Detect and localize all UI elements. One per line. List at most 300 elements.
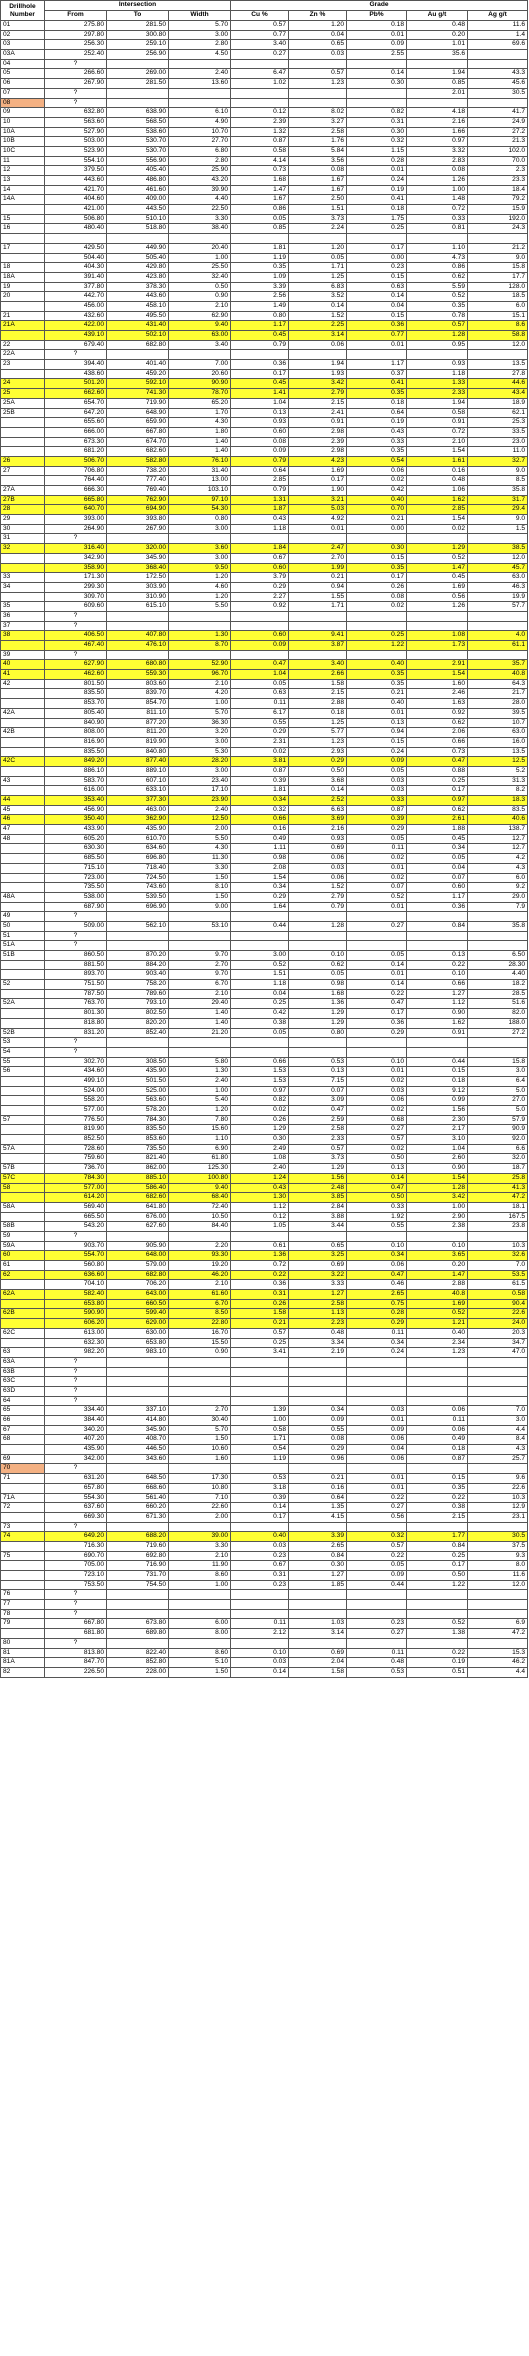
to-cell: [107, 1231, 169, 1241]
to-cell: 822.40: [107, 1648, 169, 1658]
from-cell: 853.70: [45, 699, 107, 709]
cu-cell: 0.63: [231, 689, 289, 699]
table-row: [1, 1241, 528, 1251]
cu-cell: 0.93: [231, 418, 289, 428]
cu-cell: 0.72: [231, 1261, 289, 1271]
from-cell: 404.30: [45, 263, 107, 273]
cu-cell: 0.03: [231, 1658, 289, 1668]
drillhole-cell: 10: [1, 117, 45, 127]
au-cell: 0.34: [407, 844, 468, 854]
ag-cell: 4.2: [468, 854, 528, 864]
ag-cell: 61.5: [468, 1280, 528, 1290]
cu-cell: 0.26: [231, 1299, 289, 1309]
zn-cell: 8.02: [289, 108, 347, 118]
to-cell: [107, 1464, 169, 1474]
zn-cell: 2.23: [289, 1319, 347, 1329]
drillhole-cell: [1, 863, 45, 873]
from-cell: 763.70: [45, 999, 107, 1009]
cu-cell: [231, 1038, 289, 1048]
drillhole-cell: 04: [1, 59, 45, 69]
zn-cell: 3.52: [289, 292, 347, 302]
width-cell: 5.50: [169, 602, 231, 612]
cu-cell: 0.25: [231, 999, 289, 1009]
cu-cell: 3.18: [231, 1483, 289, 1493]
drillhole-cell: 11: [1, 156, 45, 166]
from-cell: 840.90: [45, 718, 107, 728]
pb-cell: [347, 59, 407, 69]
pb-cell: [347, 1600, 407, 1610]
cu-cell: 0.73: [231, 166, 289, 176]
table-row: [1, 243, 528, 253]
drillhole-cell: 63D: [1, 1386, 45, 1396]
au-cell: 1.26: [407, 176, 468, 186]
from-cell: 605.20: [45, 834, 107, 844]
ag-cell: 12.7: [468, 834, 528, 844]
table-row: [1, 137, 528, 147]
width-cell: 43.20: [169, 176, 231, 186]
table-row: [1, 88, 528, 98]
ag-cell: 47.0: [468, 1348, 528, 1358]
width-cell: 1.50: [169, 892, 231, 902]
table-row: [1, 427, 528, 437]
pb-cell: 0.43: [347, 427, 407, 437]
table-row: [1, 621, 528, 631]
table-row: [1, 1571, 528, 1581]
table-row: [1, 1309, 528, 1319]
au-cell: 2.85: [407, 505, 468, 515]
pb-cell: 0.01: [347, 340, 407, 350]
table-row: [1, 805, 528, 815]
to-cell: 885.10: [107, 1173, 169, 1183]
ag-cell: 16.0: [468, 737, 528, 747]
drillhole-cell: [1, 1076, 45, 1086]
zn-cell: 0.10: [289, 951, 347, 961]
cu-cell: [231, 1638, 289, 1648]
width-cell: 13.00: [169, 476, 231, 486]
ag-cell: 138.7: [468, 825, 528, 835]
cu-cell: 0.17: [231, 1512, 289, 1522]
cu-cell: 0.60: [231, 563, 289, 573]
from-cell: 808.00: [45, 728, 107, 738]
zn-cell: 0.98: [289, 980, 347, 990]
drillhole-cell: [1, 1086, 45, 1096]
zn-cell: 0.21: [289, 1474, 347, 1484]
ag-cell: 83.5: [468, 805, 528, 815]
cu-cell: [231, 534, 289, 544]
from-cell: 394.40: [45, 360, 107, 370]
table-row: [1, 1377, 528, 1387]
zn-cell: 0.03: [289, 863, 347, 873]
width-cell: 1.50: [169, 1667, 231, 1677]
pb-cell: 0.22: [347, 1493, 407, 1503]
au-cell: 0.50: [407, 1571, 468, 1581]
ag-cell: 15.1: [468, 311, 528, 321]
zn-cell: 7.15: [289, 1076, 347, 1086]
au-cell: 35.6: [407, 50, 468, 60]
zn-cell: 0.65: [289, 1241, 347, 1251]
width-cell: [169, 611, 231, 621]
zn-cell: 2.41: [289, 408, 347, 418]
width-cell: 11.30: [169, 854, 231, 864]
cu-cell: [231, 1047, 289, 1057]
table-row: [1, 1532, 528, 1542]
cu-cell: 0.02: [231, 747, 289, 757]
to-cell: 561.40: [107, 1493, 169, 1503]
pb-cell: 0.14: [347, 292, 407, 302]
width-cell: 72.40: [169, 1202, 231, 1212]
au-cell: 2.33: [407, 389, 468, 399]
drillhole-cell: [1, 476, 45, 486]
ag-cell: 7.0: [468, 1406, 528, 1416]
cu-cell: 1.18: [231, 524, 289, 534]
zn-cell: 0.50: [289, 766, 347, 776]
table-row: [1, 1115, 528, 1125]
pb-cell: 0.02: [347, 1106, 407, 1116]
table-row: [1, 108, 528, 118]
from-cell: 715.10: [45, 863, 107, 873]
to-cell: 599.40: [107, 1309, 169, 1319]
zn-cell: 6.83: [289, 282, 347, 292]
from-cell: 735.50: [45, 883, 107, 893]
cu-cell: 1.51: [231, 970, 289, 980]
ag-cell: 102.0: [468, 146, 528, 156]
width-cell: 9.70: [169, 970, 231, 980]
cu-cell: 0.39: [231, 776, 289, 786]
zn-cell: 1.29: [289, 1164, 347, 1174]
zn-cell: 2.50: [289, 195, 347, 205]
ag-cell: [468, 1386, 528, 1396]
zn-cell: 5.03: [289, 505, 347, 515]
au-cell: [407, 611, 468, 621]
to-cell: 738.20: [107, 466, 169, 476]
pb-cell: 0.05: [347, 1561, 407, 1571]
table-row: [1, 1231, 528, 1241]
zn-cell: 1.55: [289, 592, 347, 602]
cu-cell: 0.40: [231, 1532, 289, 1542]
from-cell: ?: [45, 98, 107, 108]
drillhole-cell: [1, 1338, 45, 1348]
pb-cell: 1.22: [347, 641, 407, 651]
cu-cell: 0.31: [231, 1571, 289, 1581]
drillhole-cell: 18: [1, 263, 45, 273]
table-row: [1, 195, 528, 205]
cu-cell: [231, 931, 289, 941]
ag-cell: 23.8: [468, 1222, 528, 1232]
from-cell: 801.50: [45, 679, 107, 689]
cu-cell: 0.57: [231, 1328, 289, 1338]
width-cell: [169, 350, 231, 360]
to-cell: 633.10: [107, 786, 169, 796]
cu-cell: 0.61: [231, 1241, 289, 1251]
from-cell: ?: [45, 611, 107, 621]
drillhole-cell: 63: [1, 1348, 45, 1358]
pb-cell: 0.40: [347, 699, 407, 709]
from-cell: 456.00: [45, 301, 107, 311]
zn-cell: 2.84: [289, 1202, 347, 1212]
ag-cell: 27.2: [468, 1028, 528, 1038]
au-cell: 0.66: [407, 980, 468, 990]
au-cell: 2.83: [407, 156, 468, 166]
pb-cell: 0.35: [347, 679, 407, 689]
zn-cell: [289, 234, 347, 244]
pb-cell: 0.40: [347, 660, 407, 670]
from-cell: 501.20: [45, 379, 107, 389]
to-cell: 393.80: [107, 515, 169, 525]
from-cell: 805.40: [45, 708, 107, 718]
width-cell: 9.40: [169, 321, 231, 331]
from-cell: 723.00: [45, 873, 107, 883]
au-cell: 0.06: [407, 1406, 468, 1416]
table-row: [1, 1212, 528, 1222]
cu-cell: 0.23: [231, 1551, 289, 1561]
table-row: [1, 728, 528, 738]
ag-cell: 40.6: [468, 815, 528, 825]
cu-cell: 0.45: [231, 379, 289, 389]
au-cell: 40.8: [407, 1290, 468, 1300]
table-row: [1, 718, 528, 728]
to-cell: [107, 1367, 169, 1377]
pb-cell: 0.01: [347, 708, 407, 718]
drillhole-cell: [1, 205, 45, 215]
pb-cell: [347, 534, 407, 544]
pb-cell: 0.18: [347, 205, 407, 215]
drillhole-cell: 81: [1, 1648, 45, 1658]
zn-cell: 0.04: [289, 30, 347, 40]
zn-cell: 0.29: [289, 1445, 347, 1455]
zn-cell: 2.04: [289, 1658, 347, 1668]
cu-cell: [231, 350, 289, 360]
width-cell: 68.40: [169, 1193, 231, 1203]
drillhole-cell: 78: [1, 1609, 45, 1619]
width-cell: 1.00: [169, 253, 231, 263]
cu-cell: [231, 1609, 289, 1619]
drillhole-cell: [1, 873, 45, 883]
zn-cell: 1.58: [289, 679, 347, 689]
cu-cell: 2.56: [231, 292, 289, 302]
pb-header: Pb%: [347, 11, 407, 21]
table-row: [1, 863, 528, 873]
cu-cell: 0.04: [231, 989, 289, 999]
ag-cell: [468, 912, 528, 922]
pb-cell: 0.24: [347, 1348, 407, 1358]
table-row: [1, 660, 528, 670]
drillhole-cell: [1, 1212, 45, 1222]
zn-cell: 1.85: [289, 1580, 347, 1590]
ag-cell: [468, 1038, 528, 1048]
drillhole-cell: 06: [1, 79, 45, 89]
cu-cell: 0.31: [231, 1290, 289, 1300]
table-row: [1, 486, 528, 496]
au-cell: 1.29: [407, 544, 468, 554]
width-cell: 38.40: [169, 224, 231, 234]
drillhole-cell: 36: [1, 611, 45, 621]
drillhole-cell: 69: [1, 1454, 45, 1464]
cu-cell: 1.31: [231, 495, 289, 505]
pb-cell: 1.92: [347, 1212, 407, 1222]
au-cell: 0.10: [407, 1241, 468, 1251]
pb-cell: [347, 234, 407, 244]
au-cell: 2.34: [407, 1338, 468, 1348]
au-cell: 0.10: [407, 970, 468, 980]
to-cell: 459.20: [107, 369, 169, 379]
drillhole-cell: 65: [1, 1406, 45, 1416]
ag-cell: 12.0: [468, 1580, 528, 1590]
zn-cell: 0.80: [289, 1028, 347, 1038]
table-row: [1, 1193, 528, 1203]
pb-cell: 0.28: [347, 1309, 407, 1319]
zn-cell: [289, 1377, 347, 1387]
to-cell: 634.60: [107, 844, 169, 854]
to-cell: 839.70: [107, 689, 169, 699]
from-cell: 421.00: [45, 205, 107, 215]
drillhole-cell: [1, 553, 45, 563]
zn-cell: 1.27: [289, 1290, 347, 1300]
drillhole-cell: 10B: [1, 137, 45, 147]
ag-cell: 6.6: [468, 1144, 528, 1154]
cu-cell: 0.58: [231, 146, 289, 156]
au-cell: 1.01: [407, 40, 468, 50]
pb-cell: 0.35: [347, 389, 407, 399]
cu-cell: 1.00: [231, 1416, 289, 1426]
drillhole-cell: 63B: [1, 1367, 45, 1377]
cu-cell: 1.04: [231, 670, 289, 680]
zn-cell: 1.99: [289, 563, 347, 573]
width-cell: [169, 1590, 231, 1600]
from-cell: 267.90: [45, 79, 107, 89]
drillhole-cell: 15: [1, 214, 45, 224]
au-cell: 1.33: [407, 379, 468, 389]
from-cell: 704.10: [45, 1280, 107, 1290]
zn-cell: [289, 912, 347, 922]
zn-cell: [289, 98, 347, 108]
drillhole-cell: [1, 1571, 45, 1581]
from-cell: 171.30: [45, 573, 107, 583]
to-cell: 659.90: [107, 418, 169, 428]
to-cell: 853.60: [107, 1135, 169, 1145]
from-cell: 690.70: [45, 1551, 107, 1561]
zn-cell: 0.17: [289, 476, 347, 486]
from-cell: 681.20: [45, 447, 107, 457]
pb-cell: 0.11: [347, 1328, 407, 1338]
ag-cell: 8.0: [468, 1561, 528, 1571]
zn-cell: 0.69: [289, 844, 347, 854]
cu-cell: 0.05: [231, 214, 289, 224]
drillhole-cell: 34: [1, 582, 45, 592]
au-cell: [407, 912, 468, 922]
drillhole-cell: [1, 786, 45, 796]
zn-cell: 0.03: [289, 50, 347, 60]
pb-cell: [347, 621, 407, 631]
from-cell: 613.00: [45, 1328, 107, 1338]
cu-cell: 1.30: [231, 1193, 289, 1203]
table-row: [1, 1512, 528, 1522]
au-cell: 1.94: [407, 398, 468, 408]
width-cell: 54.30: [169, 505, 231, 515]
table-row: [1, 757, 528, 767]
au-cell: 2.01: [407, 88, 468, 98]
au-cell: 2.17: [407, 1125, 468, 1135]
zn-cell: [289, 1357, 347, 1367]
au-cell: [407, 350, 468, 360]
from-cell: 299.30: [45, 582, 107, 592]
table-row: [1, 679, 528, 689]
au-cell: [407, 1464, 468, 1474]
ag-cell: 33.5: [468, 427, 528, 437]
ag-cell: 69.6: [468, 40, 528, 50]
cu-cell: 0.34: [231, 796, 289, 806]
width-cell: 3.00: [169, 524, 231, 534]
drillhole-cell: 05: [1, 69, 45, 79]
au-cell: 1.88: [407, 825, 468, 835]
from-cell: 685.50: [45, 854, 107, 864]
pb-cell: 0.53: [347, 1667, 407, 1677]
pb-cell: [347, 1590, 407, 1600]
width-cell: 27.70: [169, 137, 231, 147]
table-row: [1, 670, 528, 680]
from-cell: ?: [45, 1038, 107, 1048]
pb-cell: 0.75: [347, 1299, 407, 1309]
ag-cell: 10.7: [468, 718, 528, 728]
au-cell: 0.11: [407, 1416, 468, 1426]
cu-cell: 6.47: [231, 69, 289, 79]
width-cell: 2.00: [169, 1512, 231, 1522]
cu-cell: 0.17: [231, 369, 289, 379]
zn-cell: [289, 1609, 347, 1619]
au-cell: [407, 1522, 468, 1532]
drillhole-cell: 03: [1, 40, 45, 50]
au-cell: 2.10: [407, 437, 468, 447]
ag-cell: 90.9: [468, 1125, 528, 1135]
ag-cell: 70.0: [468, 156, 528, 166]
au-cell: 0.97: [407, 137, 468, 147]
width-cell: [169, 1047, 231, 1057]
from-cell: 467.40: [45, 641, 107, 651]
au-cell: [407, 1386, 468, 1396]
au-cell: 2.46: [407, 689, 468, 699]
ag-cell: 167.5: [468, 1212, 528, 1222]
to-cell: 559.30: [107, 670, 169, 680]
from-cell: 342.00: [45, 1454, 107, 1464]
pb-cell: 0.01: [347, 1067, 407, 1077]
width-cell: 2.70: [169, 1406, 231, 1416]
au-cell: 1.54: [407, 670, 468, 680]
pb-cell: 0.17: [347, 243, 407, 253]
zn-cell: 0.94: [289, 582, 347, 592]
to-cell: 627.60: [107, 1222, 169, 1232]
table-row: [1, 253, 528, 263]
to-cell: 696.80: [107, 854, 169, 864]
drillhole-cell: [1, 1125, 45, 1135]
drillhole-cell: [1, 989, 45, 999]
table-row: [1, 776, 528, 786]
au-cell: 0.60: [407, 883, 468, 893]
cu-cell: 0.39: [231, 1493, 289, 1503]
width-cell: 32.40: [169, 272, 231, 282]
width-cell: 3.30: [169, 863, 231, 873]
cu-cell: 1.11: [231, 844, 289, 854]
zn-cell: [289, 1638, 347, 1648]
to-cell: 556.90: [107, 156, 169, 166]
zn-cell: [289, 621, 347, 631]
au-cell: [407, 1590, 468, 1600]
zn-cell: 1.94: [289, 360, 347, 370]
width-cell: 2.40: [169, 1076, 231, 1086]
to-cell: [107, 98, 169, 108]
pb-cell: 0.02: [347, 854, 407, 864]
pb-cell: 0.01: [347, 863, 407, 873]
width-cell: 7.80: [169, 1115, 231, 1125]
au-cell: 9.12: [407, 1086, 468, 1096]
